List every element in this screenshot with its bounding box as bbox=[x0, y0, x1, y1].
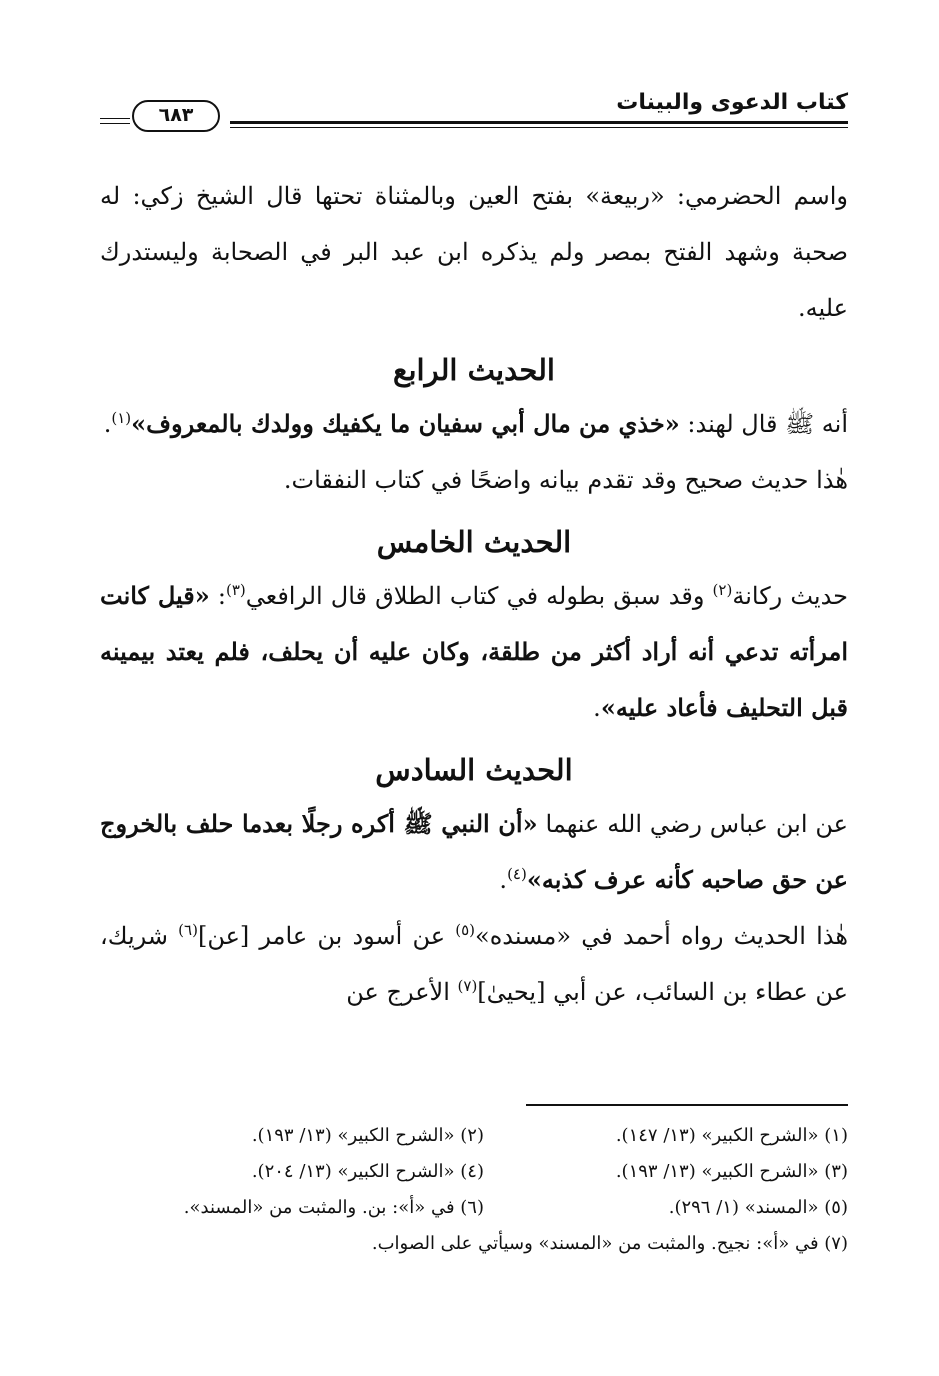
heading-hadith-4: الحديث الرابع bbox=[393, 353, 555, 387]
chapter-title: كتاب الدعوى والبينات bbox=[616, 90, 848, 115]
heading-hadith-5: الحديث الخامس bbox=[376, 525, 572, 559]
footnote-row bbox=[120, 1154, 848, 1190]
intro-paragraph: واسم الحضرمي: «ربيعة» بفتح العين وبالمثناة تحتها قال الشيخ زكي: له صحبة وشهد الفتح بمصر ولم يذكره ابن عبد البر في الصحابة وليستدرك عليه. bbox=[100, 182, 848, 322]
header-rule-left-upper bbox=[100, 118, 130, 119]
hadith-6-comm-a: هٰذا الحديث رواه أحمد في «مسنده» bbox=[475, 922, 848, 950]
footnote-row bbox=[120, 1118, 848, 1154]
hadith-6-comm-b: عن أسود بن عامر [عن] bbox=[197, 922, 456, 950]
footnote-ref-2: (٢) bbox=[712, 581, 733, 599]
footnote-5: (٥) «المسند» (١/ ٢٩٦). bbox=[668, 1197, 848, 1218]
hadith-6-commentary bbox=[100, 908, 848, 1020]
running-header bbox=[100, 88, 848, 132]
footnote-ref-3: (٣) bbox=[225, 581, 246, 599]
footnote-ref-1: (١) bbox=[111, 409, 132, 427]
hadith-5-lead-b: وقد سبق بطوله في كتاب الطلاق قال الرافعي bbox=[245, 582, 713, 610]
hadith-6-text bbox=[100, 796, 848, 908]
hadith-6-comm-c: شريك، عن عطاء بن السائب، عن أبي [يحيىٰ] bbox=[100, 922, 848, 1006]
footnote-ref-7: (٧) bbox=[457, 977, 478, 995]
hadith-4-lead: أنه ﷺ قال لهند: bbox=[679, 410, 848, 438]
hadith-4-text bbox=[100, 396, 848, 452]
hadith-6-end: . bbox=[499, 866, 508, 894]
footnote-row bbox=[120, 1190, 848, 1226]
hadith-5-end: . bbox=[593, 694, 601, 722]
footnote-6: (٦) في «أ»: بن. والمثبت من «المسند». bbox=[183, 1197, 484, 1218]
header-rule-left-lower bbox=[100, 123, 130, 124]
hadith-5-text bbox=[100, 568, 848, 736]
footnote-2: (٢) «الشرح الكبير» (١٣/ ١٩٣). bbox=[251, 1125, 484, 1146]
main-text bbox=[100, 168, 848, 1020]
footnote-ref-4: (٤) bbox=[507, 865, 527, 883]
footnote-ref-6: (٦) bbox=[178, 921, 198, 939]
footnote-ref-5: (٥) bbox=[455, 921, 476, 939]
footnote-separator bbox=[526, 1104, 848, 1106]
hadith-6-quote: «أن النبي ﷺ أكره رجلًا بعدما حلف بالخروج عن حق صاحبه كأنه عرف كذبه» bbox=[100, 809, 848, 894]
hadith-5-quote: «قيل كانت امرأته تدعي أنه أراد أكثر من طلقة، وكان عليه أن يحلف، فلم يعتد بيمينه قبل التحليف فأعاد عليه» bbox=[100, 581, 848, 722]
footnote-4: (٤) «الشرح الكبير» (١٣/ ٢٠٤). bbox=[251, 1161, 484, 1182]
hadith-6-comm-d: الأعرج عن bbox=[346, 978, 458, 1006]
footnote-1: (١) «الشرح الكبير» (١٣/ ١٤٧). bbox=[615, 1125, 848, 1146]
footnote-3: (٣) «الشرح الكبير» (١٣/ ١٩٣). bbox=[615, 1161, 848, 1182]
footnotes bbox=[120, 1118, 848, 1262]
heading-hadith-6: الحديث السادس bbox=[375, 753, 573, 787]
footnote-7: (٧) في «أ»: نجيح. والمثبت من «المسند» وسيأتي على الصواب. bbox=[371, 1233, 848, 1254]
hadith-4-commentary: هٰذا حديث صحيح وقد تقدم بيانه واضحًا في كتاب النفقات. bbox=[283, 466, 848, 494]
hadith-6-lead: عن ابن عباس رضي الله عنهما bbox=[537, 810, 848, 838]
header-rule-thick bbox=[230, 121, 848, 124]
hadith-4-end: . bbox=[103, 410, 112, 438]
hadith-4-quote: «خذي من مال أبي سفيان ما يكفيك وولدك بالمعروف» bbox=[131, 409, 680, 438]
header-rule-thin bbox=[230, 127, 848, 128]
hadith-5-lead-c: : bbox=[209, 582, 226, 610]
page-number: ٦٨٣ bbox=[132, 100, 220, 132]
hadith-5-lead-a: حديث ركانة bbox=[732, 582, 849, 610]
